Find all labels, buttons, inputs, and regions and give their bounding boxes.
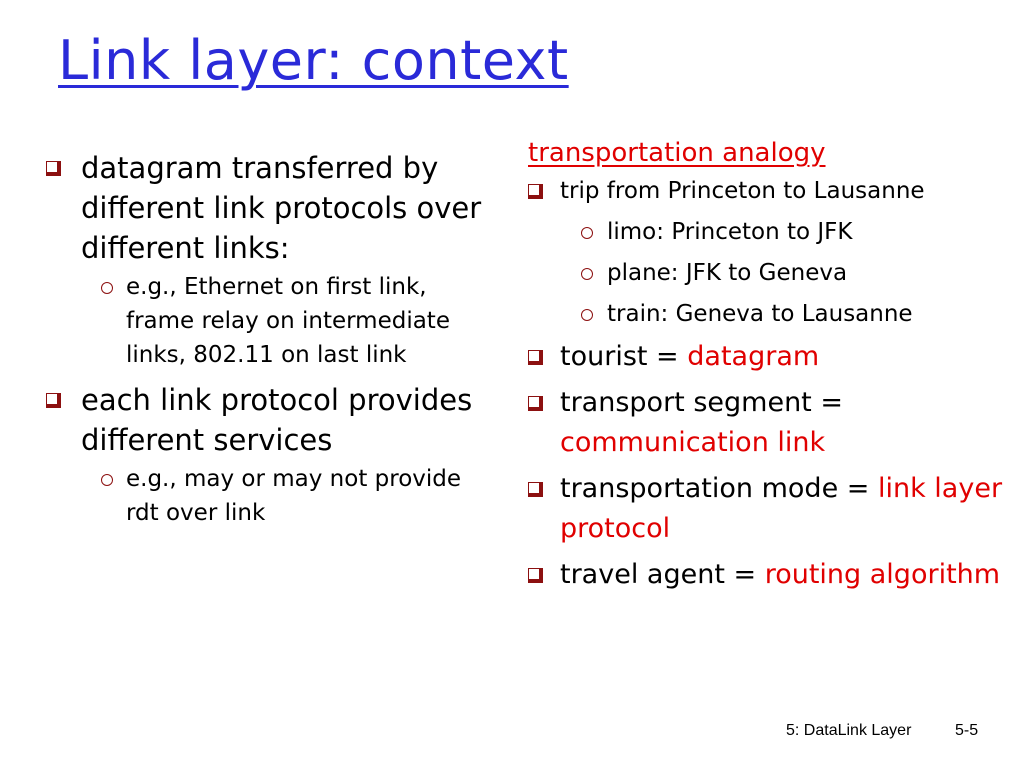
bullet-text [560,469,1008,549]
analogy-value: datagram [687,341,820,372]
square-bullet-icon [528,568,543,583]
sub-bullet-text: e.g., Ethernet on first link, frame relay on intermediate links, 802.11 on last link [126,274,450,368]
analogy-heading: transportation analogy [528,138,826,168]
sub-bullet-text: e.g., may or may not provide rdt over link [126,466,462,526]
analogy-value: link layer protocol [560,473,1003,544]
sub-bullet-text: train: Geneva to Lausanne [607,301,913,327]
bullet-text [560,383,1008,463]
analogy-value: communication link [560,427,826,458]
analogy-value: routing algorithm [764,559,1001,590]
circle-bullet-icon [101,282,113,294]
square-bullet-icon [528,350,543,365]
right-column [528,136,1008,595]
square-bullet-icon [46,393,61,408]
bullet-item [46,380,496,460]
sub-bullet-item [581,215,1008,249]
left-column [46,146,496,530]
bullet-item [528,383,1008,463]
bullet-text [560,337,819,377]
footer-chapter: 5: DataLink Layer [786,722,912,739]
bullet-item [528,337,1008,377]
bullet-item [46,148,496,268]
circle-bullet-icon [101,474,113,486]
square-bullet-icon [528,184,543,199]
sub-bullet-item [581,256,1008,290]
sub-bullet-item [101,270,496,372]
footer-page-number: 5-5 [955,722,979,739]
slide-title: Link layer: context [58,29,569,92]
square-bullet-icon [528,482,543,497]
bullet-text: datagram transferred by different link protocols over different links: [81,151,482,265]
analogy-term: travel agent = [560,559,765,590]
sub-bullet-text: plane: JFK to Geneva [607,260,848,286]
sub-bullet-item [581,297,1008,331]
analogy-term: transport segment = [560,387,843,418]
bullet-text: trip from Princeton to Lausanne [560,178,925,204]
analogy-term: tourist = [560,341,688,372]
circle-bullet-icon [581,227,593,239]
circle-bullet-icon [581,309,593,321]
bullet-text: each link protocol provides different services [81,383,473,457]
sub-bullet-text: limo: Princeton to JFK [607,219,853,245]
bullet-item [528,174,1008,208]
sub-bullet-item [101,462,496,530]
bullet-text [560,555,1000,595]
square-bullet-icon [528,396,543,411]
bullet-item [528,469,1008,549]
circle-bullet-icon [581,268,593,280]
bullet-item [528,555,1008,595]
square-bullet-icon [46,161,61,176]
analogy-term: transportation mode = [560,473,878,504]
